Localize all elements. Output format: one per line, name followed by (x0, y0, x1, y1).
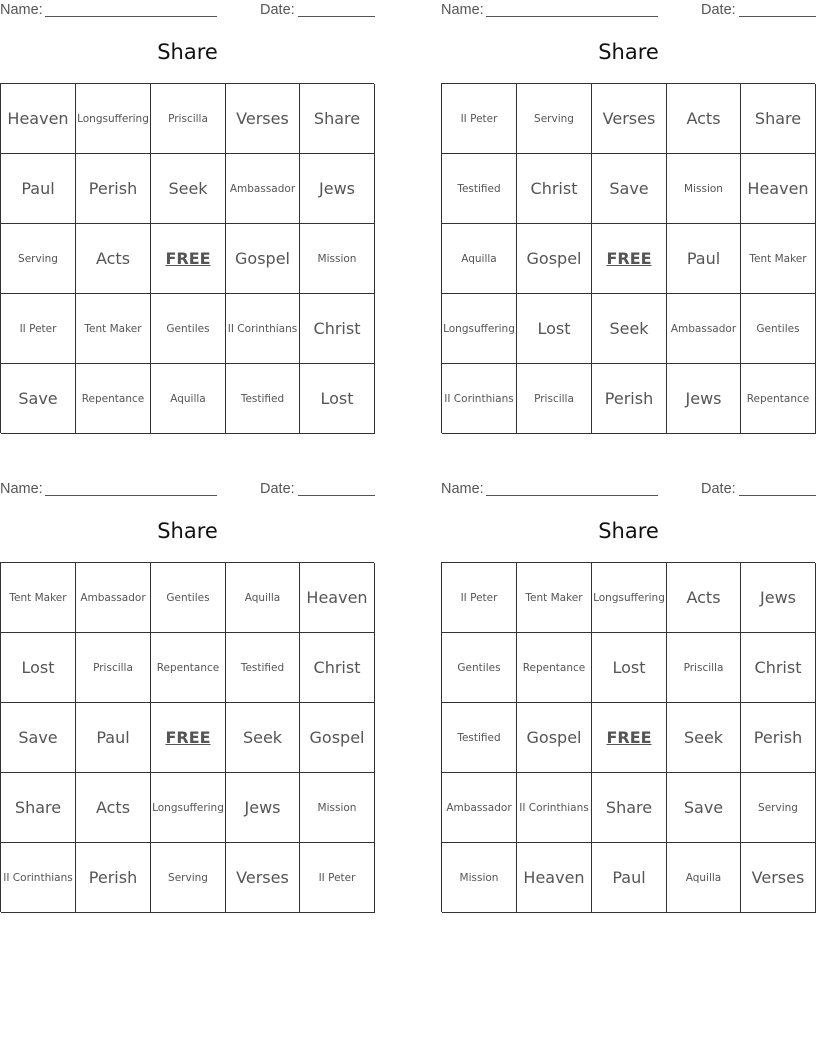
bingo-cell[interactable]: Heaven (517, 843, 592, 913)
bingo-cell[interactable]: Save (1, 364, 76, 434)
card-title: Share (157, 519, 218, 543)
free-space[interactable]: FREE (592, 224, 667, 294)
bingo-cell[interactable]: Ambassador (667, 294, 741, 364)
bingo-cell[interactable]: Paul (667, 224, 741, 294)
bingo-cell[interactable]: Gospel (300, 703, 375, 773)
bingo-cell[interactable]: Christ (517, 154, 592, 224)
name-label: Name: (441, 481, 484, 497)
bingo-cell[interactable]: Aquilla (442, 224, 517, 294)
bingo-cell[interactable]: II Corinthians (517, 773, 592, 843)
bingo-cell[interactable]: Verses (226, 84, 300, 154)
date-label: Date: (701, 481, 736, 497)
bingo-cell[interactable]: Testified (442, 703, 517, 773)
bingo-cell[interactable]: Jews (226, 773, 300, 843)
bingo-cell[interactable]: Save (1, 703, 76, 773)
bingo-cell[interactable]: Seek (667, 703, 741, 773)
bingo-cell[interactable]: Save (592, 154, 667, 224)
bingo-cell[interactable]: Gentiles (151, 294, 226, 364)
name-field[interactable] (45, 16, 217, 17)
bingo-cell[interactable]: Share (300, 84, 375, 154)
bingo-cell[interactable]: Longsuffering (442, 294, 517, 364)
bingo-cell[interactable]: Testified (442, 154, 517, 224)
bingo-cell[interactable]: Testified (226, 633, 300, 703)
bingo-cell[interactable]: Serving (1, 224, 76, 294)
bingo-cell[interactable]: Save (667, 773, 741, 843)
name-label: Name: (0, 2, 43, 18)
bingo-cell[interactable]: Gentiles (442, 633, 517, 703)
bingo-cell[interactable]: Perish (741, 703, 816, 773)
bingo-cell[interactable]: Longsuffering (592, 563, 667, 633)
bingo-cell[interactable]: Jews (741, 563, 816, 633)
bingo-cell[interactable]: Perish (592, 364, 667, 434)
bingo-cell[interactable]: Acts (667, 84, 741, 154)
bingo-cell[interactable]: Share (592, 773, 667, 843)
bingo-cell[interactable]: Acts (667, 563, 741, 633)
bingo-cell[interactable]: Christ (300, 633, 375, 703)
bingo-cell[interactable]: Serving (741, 773, 816, 843)
bingo-cell[interactable]: Lost (1, 633, 76, 703)
bingo-cell[interactable]: Ambassador (442, 773, 517, 843)
bingo-cell[interactable]: II Corinthians (226, 294, 300, 364)
bingo-cell[interactable]: Mission (442, 843, 517, 913)
bingo-cell[interactable]: Gospel (517, 703, 592, 773)
bingo-grid (0, 83, 374, 433)
bingo-card (0, 0, 375, 440)
card-title: Share (598, 519, 659, 543)
bingo-card (0, 479, 375, 919)
name-field[interactable] (45, 495, 217, 496)
name-date-line (441, 0, 816, 20)
bingo-cell[interactable]: Paul (1, 154, 76, 224)
bingo-cell[interactable]: Priscilla (667, 633, 741, 703)
bingo-cell[interactable]: Share (741, 84, 816, 154)
bingo-cell[interactable]: Longsuffering (76, 84, 151, 154)
bingo-cell[interactable]: Testified (226, 364, 300, 434)
bingo-cell[interactable]: II Corinthians (442, 364, 517, 434)
bingo-cell[interactable]: Serving (517, 84, 592, 154)
bingo-grid (0, 562, 374, 912)
bingo-cell[interactable]: Repentance (76, 364, 151, 434)
bingo-cell[interactable]: Aquilla (226, 563, 300, 633)
bingo-cell[interactable]: Perish (76, 843, 151, 913)
bingo-card (441, 0, 816, 440)
bingo-cell[interactable]: Verses (226, 843, 300, 913)
bingo-cell[interactable]: Seek (151, 154, 226, 224)
bingo-cell[interactable]: Christ (300, 294, 375, 364)
bingo-cell[interactable]: Jews (667, 364, 741, 434)
bingo-cell[interactable]: Longsuffering (151, 773, 226, 843)
bingo-cell[interactable]: II Peter (442, 84, 517, 154)
date-field[interactable] (298, 495, 375, 496)
bingo-cell[interactable]: Mission (667, 154, 741, 224)
bingo-cell[interactable]: Lost (517, 294, 592, 364)
bingo-cell[interactable]: Priscilla (151, 84, 226, 154)
bingo-cell[interactable]: Share (1, 773, 76, 843)
bingo-cell[interactable]: Ambassador (76, 563, 151, 633)
bingo-cell[interactable]: Priscilla (76, 633, 151, 703)
bingo-cell[interactable]: Tent Maker (76, 294, 151, 364)
bingo-cell[interactable]: Heaven (1, 84, 76, 154)
bingo-cell[interactable]: Repentance (517, 633, 592, 703)
free-space[interactable]: FREE (151, 703, 226, 773)
bingo-cell[interactable]: Paul (76, 703, 151, 773)
date-label: Date: (260, 2, 295, 18)
free-space[interactable]: FREE (151, 224, 226, 294)
bingo-cell[interactable]: Repentance (151, 633, 226, 703)
date-field[interactable] (298, 16, 375, 17)
bingo-cell[interactable]: Paul (592, 843, 667, 913)
free-space[interactable]: FREE (592, 703, 667, 773)
bingo-cell[interactable]: II Peter (442, 563, 517, 633)
name-field[interactable] (486, 495, 658, 496)
bingo-grid (441, 83, 815, 433)
bingo-cell[interactable]: Tent Maker (741, 224, 816, 294)
name-label: Name: (441, 2, 484, 18)
bingo-cell[interactable]: Priscilla (517, 364, 592, 434)
date-field[interactable] (739, 16, 816, 17)
bingo-cell[interactable]: Seek (226, 703, 300, 773)
bingo-cell[interactable]: Lost (300, 364, 375, 434)
name-date-line (441, 479, 816, 499)
card-title: Share (157, 40, 218, 64)
bingo-cell[interactable]: Verses (741, 843, 816, 913)
bingo-cell[interactable]: Seek (592, 294, 667, 364)
bingo-grid (441, 562, 815, 912)
bingo-cell[interactable]: Tent Maker (517, 563, 592, 633)
bingo-cell[interactable]: II Corinthians (1, 843, 76, 913)
bingo-cell[interactable]: Lost (592, 633, 667, 703)
bingo-cell[interactable]: Acts (76, 773, 151, 843)
bingo-cell[interactable]: Gospel (517, 224, 592, 294)
bingo-cell[interactable]: Jews (300, 154, 375, 224)
card-title: Share (598, 40, 659, 64)
name-label: Name: (0, 481, 43, 497)
bingo-cell[interactable]: Aquilla (667, 843, 741, 913)
bingo-cell[interactable]: Verses (592, 84, 667, 154)
bingo-cell[interactable]: II Peter (300, 843, 375, 913)
bingo-cell[interactable]: Repentance (741, 364, 816, 434)
bingo-cell[interactable]: Acts (76, 224, 151, 294)
bingo-cell[interactable]: Tent Maker (1, 563, 76, 633)
bingo-cell[interactable]: Ambassador (226, 154, 300, 224)
bingo-cell[interactable]: Heaven (300, 563, 375, 633)
bingo-cell[interactable]: Mission (300, 773, 375, 843)
bingo-cell[interactable]: Christ (741, 633, 816, 703)
bingo-cell[interactable]: II Peter (1, 294, 76, 364)
name-field[interactable] (486, 16, 658, 17)
name-date-line (0, 479, 375, 499)
date-label: Date: (701, 2, 736, 18)
bingo-cell[interactable]: Gentiles (741, 294, 816, 364)
name-date-line (0, 0, 375, 20)
date-label: Date: (260, 481, 295, 497)
bingo-cell[interactable]: Aquilla (151, 364, 226, 434)
date-field[interactable] (739, 495, 816, 496)
bingo-card (441, 479, 816, 919)
bingo-cell[interactable]: Heaven (741, 154, 816, 224)
bingo-cell[interactable]: Gentiles (151, 563, 226, 633)
bingo-cell[interactable]: Gospel (226, 224, 300, 294)
bingo-cell[interactable]: Mission (300, 224, 375, 294)
bingo-cell[interactable]: Perish (76, 154, 151, 224)
bingo-cell[interactable]: Serving (151, 843, 226, 913)
